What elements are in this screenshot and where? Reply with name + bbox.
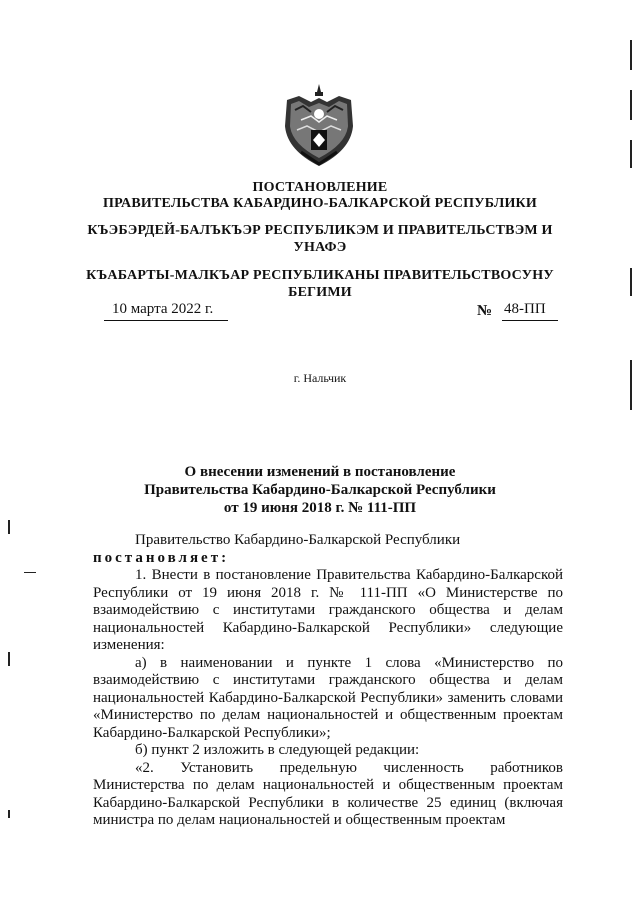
coat-of-arms-emblem	[281, 80, 357, 170]
scan-edge-mark	[630, 90, 632, 120]
scan-edge-mark	[8, 520, 10, 534]
government-name-ru: ПРАВИТЕЛЬСТВА КАБАРДИНО-БАЛКАРСКОЙ РЕСПУБЛИКИ	[102, 196, 538, 211]
scan-edge-mark	[24, 572, 36, 573]
decree-date: 10 марта 2022 г.	[112, 301, 214, 317]
decree-verb: постановляет:	[93, 549, 230, 566]
paragraph-1: 1. Внести в постановление Правительства Кабардино-Балкарской Республики от 19 июня 2018 г. № 111-ПП «О Министерстве по взаимодействию с институтами гражданского общества и делам национальностей Кабардино-Балкарской Республики» следующие изменения:	[93, 567, 563, 653]
paragraph-2: «2. Установить предельную численность работников Министерства по делам национальностей и общественным проектам Кабардино-Балкарской Республики в количестве 25 единиц (включая министра по делам национальностей и общественным проектам	[93, 759, 563, 828]
government-name-balkar-line2: БЕГИМИ	[288, 285, 352, 300]
paragraph-b: б) пункт 2 изложить в следующей редакции:	[135, 742, 420, 758]
decree-body	[93, 532, 563, 830]
title-line1: О внесении изменений в постановление	[184, 464, 456, 480]
decree-number: 48-ПП	[504, 301, 546, 317]
number-underline	[502, 320, 558, 321]
scan-edge-mark	[630, 360, 632, 410]
paragraph-a: а) в наименовании и пункте 1 слова «Министерство по взаимодействию с институтами гражданского общества и делам национальностей Кабардино-Балкарской Республики» заменить словами «Министерство по делам национальностей и общественным проектам Кабардино-Балкарской Республики»;	[93, 654, 563, 741]
government-name-kabardian-line2: УНАФЭ	[293, 240, 347, 255]
title-line2: Правительства Кабардино-Балкарской Республики	[144, 482, 496, 498]
government-name-kabardian-line1: КЪЭБЭРДЕЙ-БАЛЪКЪЭР РЕСПУБЛИКЭМ И ПРАВИТЕЛЬСТВЭМ И	[87, 223, 553, 238]
title-line3: от 19 июня 2018 г. № 111-ПП	[223, 500, 417, 516]
scan-edge-mark	[630, 268, 632, 296]
intro-line: Правительство Кабардино-Балкарской Республики	[135, 532, 461, 548]
scan-edge-mark	[630, 140, 632, 168]
scan-edge-mark	[8, 810, 10, 818]
number-sign: №	[477, 303, 493, 319]
city-name: г. Нальчик	[293, 371, 347, 385]
government-name-balkar-line1: КЪАБАРТЫ-МАЛКЪАР РЕСПУБЛИКАНЫ ПРАВИТЕЛЬСТВОСУНУ	[86, 268, 554, 283]
date-underline	[104, 320, 228, 321]
doc-type-heading: ПОСТАНОВЛЕНИЕ	[252, 180, 388, 195]
scan-edge-mark	[8, 652, 10, 666]
scan-edge-mark	[630, 40, 632, 70]
